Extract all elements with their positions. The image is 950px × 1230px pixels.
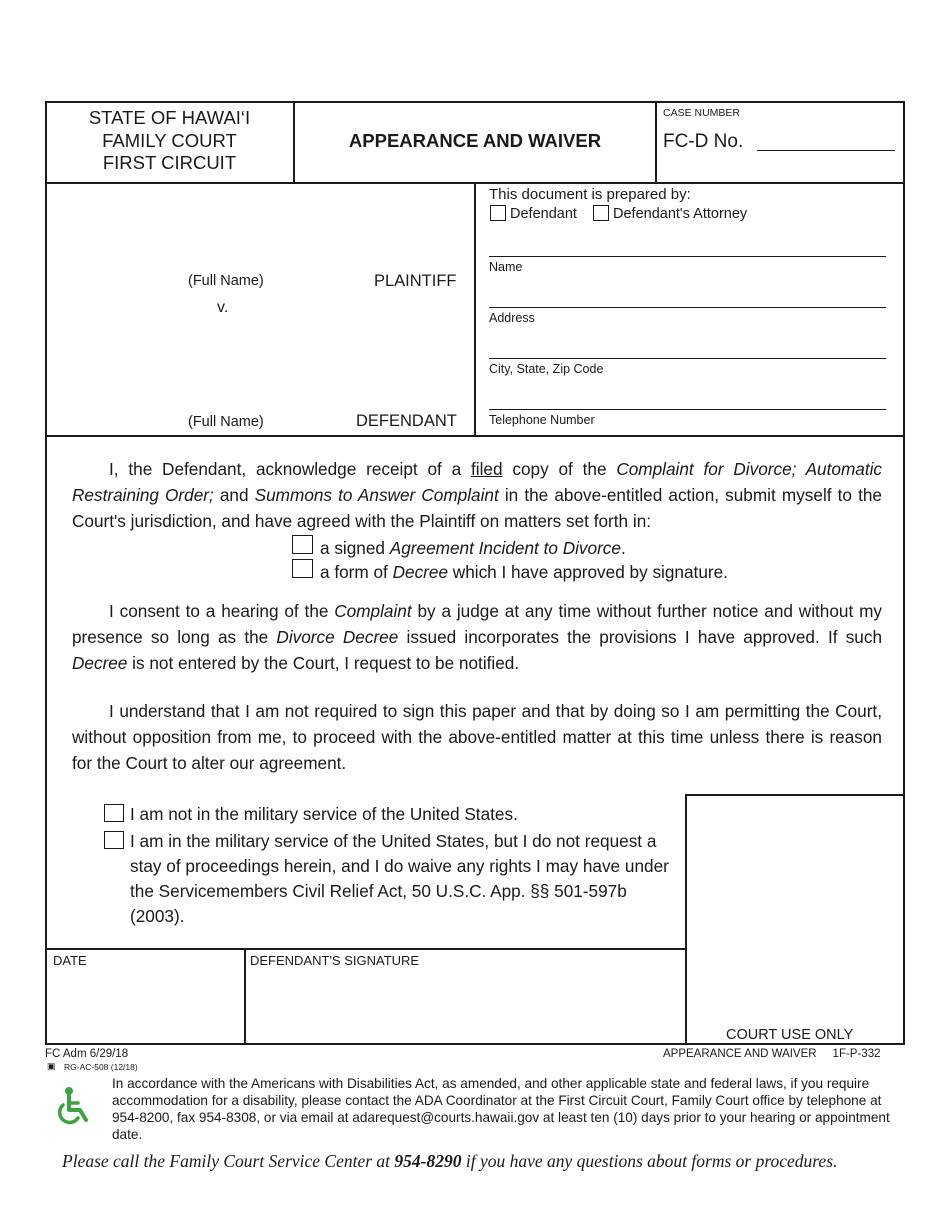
p2-decree2: Decree [72, 653, 128, 673]
defendant-name-hint: (Full Name) [188, 414, 264, 430]
date-label: DATE [53, 953, 87, 968]
plaintiff-name-hint: (Full Name) [188, 273, 264, 289]
plaintiff-role: PLAINTIFF [374, 272, 457, 290]
signature-row-top [46, 948, 686, 950]
rg-code: RG-AC-508 (12/18) [64, 1062, 138, 1072]
court-name-block [46, 107, 293, 175]
versus: v. [217, 299, 229, 316]
decree-option [320, 562, 728, 583]
case-number-prefix: FC-D No. [663, 131, 744, 152]
address-field[interactable] [489, 307, 886, 308]
case-number-label: CASE NUMBER [663, 107, 741, 119]
rg-icon: ▣ [47, 1061, 56, 1071]
agreement-checkbox[interactable] [292, 535, 313, 554]
military-label: I am in the military service of the United States, but I do not request a stay of proceedings herein, and I do waive any rights I may have under the Servicemembers Civil Relief Act, 50 U.S.C. App. §§ 501-597b (2003). [130, 831, 669, 926]
p1-text-a: I, the Defendant, acknowledge receipt of a [109, 459, 472, 479]
defendant-checkbox[interactable] [490, 205, 506, 221]
phone-label: Telephone Number [489, 413, 595, 427]
preparer-intro: This document is prepared by: [489, 186, 691, 203]
signature-field[interactable] [246, 970, 684, 1042]
service-text-a: Please call the Family Court Service Center at [62, 1151, 395, 1171]
header-divider-v2 [655, 102, 657, 183]
wheelchair-icon [50, 1086, 94, 1126]
opt2-decree: Decree [392, 562, 448, 582]
agreement-option [320, 538, 626, 559]
not-military-checkbox[interactable] [104, 804, 124, 822]
p1-complaint: Complaint for Divorce; Automatic Restraining Order; [72, 459, 883, 505]
address-label: Address [489, 311, 535, 325]
footer-right-code: APPEARANCE AND WAIVER 1F-P-332 [663, 1048, 881, 1060]
court-line-family: FAMILY COURT [102, 129, 237, 151]
acknowledgement-paragraph [72, 456, 882, 534]
p2-text-a: I consent to a hearing of the [109, 601, 335, 621]
opt1-text-a: a signed [320, 538, 390, 558]
service-text-b: if you have any questions about forms or procedures. [461, 1151, 838, 1171]
p2-complaint: Complaint [334, 601, 412, 621]
opt1-text-c: . [620, 538, 626, 558]
opt2-text-a: a form of [320, 562, 393, 582]
form-code: FC Adm 6/29/18 [45, 1048, 129, 1060]
form-title: APPEARANCE AND WAIVER [348, 130, 602, 151]
p2-text-c: issued incorporates the provisions I have approved. If such [398, 627, 882, 647]
p1-filed: filed [471, 459, 503, 479]
ada-notice: In accordance with the Americans with Disabilities Act, as amended, and other applicable state and federal laws, if you require accommodation for a disability, please contact the ADA Coordinator at the First Circuit Court, Family Court office by telephone at 954-8200, fax 954-8308, or via email at adarequest@courts.hawaii.gov at least ten (10) days prior to your hearing or appointment date. [112, 1076, 890, 1142]
attorney-checkbox[interactable] [593, 205, 609, 221]
p2-text-b: by a judge at any time without further notice and without my presence so long as the [72, 601, 882, 647]
understanding-paragraph: I understand that I am not required to sign this paper and that by doing so I am permitting the Court, without opposition from me, to proceed with the above-entitled matter at this time unless there is reason for the Court to alter our agreement. [72, 701, 882, 773]
court-line-circuit: FIRST CIRCUIT [102, 152, 237, 173]
not-military-label: I am not in the military service of the United States. [130, 804, 518, 824]
party-divider-v [474, 183, 476, 436]
p2-decree: Divorce Decree [276, 627, 399, 647]
date-field[interactable] [47, 970, 243, 1042]
signature-label: DEFENDANT'S SIGNATURE [250, 953, 420, 968]
decree-checkbox[interactable] [292, 559, 313, 578]
city-field[interactable] [489, 358, 886, 359]
p1-text-b: copy of the [502, 459, 617, 479]
opt2-text-c: which I have approved by signature. [448, 562, 728, 582]
p2-text-d: is not entered by the Court, I request to be notified. [127, 653, 520, 673]
service-center-notice [62, 1151, 837, 1172]
name-field[interactable] [489, 256, 886, 257]
name-label: Name [489, 260, 523, 274]
p1-text-d: in the above-entitled action, submit myself to the Court's jurisdiction, and have agreed with the Plaintiff on matters set forth in: [72, 485, 882, 531]
p1-summons: Summons to Answer Complaint [254, 485, 499, 505]
defendant-checkbox-label: Defendant [510, 206, 577, 222]
court-use-left [685, 794, 687, 1044]
court-use-label: COURT USE ONLY [726, 1027, 854, 1043]
phone-field[interactable] [489, 409, 886, 410]
court-line-state: STATE OF HAWAI‘I [88, 107, 251, 128]
defendant-role: DEFENDANT [356, 412, 457, 430]
city-label: City, State, Zip Code [489, 362, 604, 376]
caption-divider [46, 435, 904, 437]
military-checkbox[interactable] [104, 831, 124, 849]
p1-text-c: and [213, 485, 255, 505]
service-phone: 954-8290 [394, 1151, 462, 1171]
attorney-checkbox-label: Defendant's Attorney [613, 206, 748, 222]
opt1-agreement: Agreement Incident to Divorce [389, 538, 621, 558]
consent-paragraph [72, 598, 882, 676]
case-number-field[interactable] [757, 150, 895, 151]
court-use-top [685, 794, 904, 796]
